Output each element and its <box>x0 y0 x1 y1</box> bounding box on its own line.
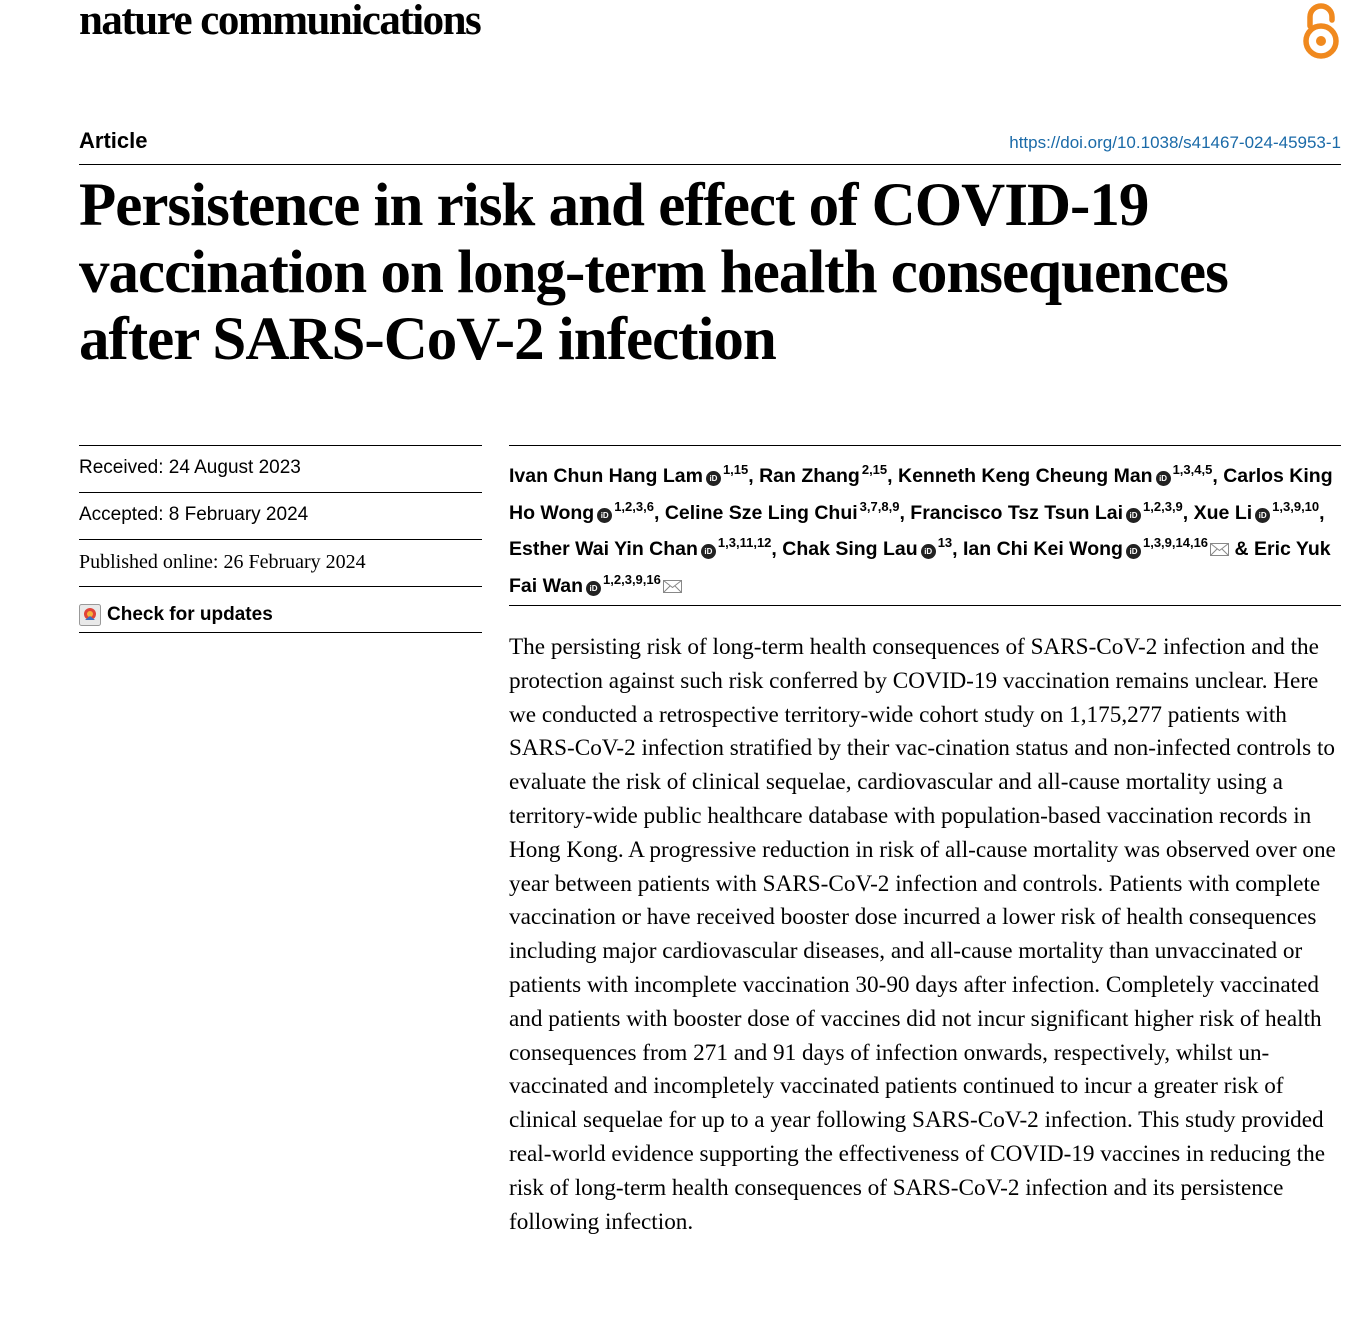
received-date: Received: 24 August 2023 <box>79 445 482 492</box>
author-name[interactable]: Ian Chi Kei Wong <box>963 538 1123 560</box>
author-affiliations: 1,3,11,12 <box>717 535 772 550</box>
author[interactable] <box>759 462 888 487</box>
author-affiliations: 1,15 <box>722 462 749 477</box>
author-name[interactable]: Carlos King Ho Wong <box>509 465 1333 524</box>
orcid-icon[interactable]: iD <box>1126 508 1141 523</box>
author[interactable] <box>910 498 1183 524</box>
open-access-icon <box>1297 0 1345 62</box>
author-name[interactable]: Ivan Chun Hang Lam <box>509 465 703 487</box>
orcid-icon[interactable]: iD <box>1156 471 1171 486</box>
authors-divider <box>509 605 1341 606</box>
abstract-text: The persisting risk of long-term health consequences of SARS-CoV-2 infection and the protection against such risk conferred by COVID-19 vaccination remains unclear. Here we conducted a retrospective territory-wide cohort study on 1,175,277 patients with SARS-CoV-2 infection stratified by their vac-cination status and non-infected controls to evaluate the risk of clinical sequelae, cardiovascular and all-cause mortality using a territory-wide public healthcare database with population-based vaccination records in Hong Kong. A progressive reduction in risk of all-cause mortality was observed over one year between patients with SARS-CoV-2 infection and controls. Patients with complete vaccination or have received booster dose incurred a lower risk of health consequences including major cardiovascular diseases, and all-cause mortality than unvaccinated or patients with incomplete vaccination 30-90 days after infection. Completely vaccinated and patients with booster dose of vaccines did not incur significant higher risk of health consequences from 271 and 91 days of infection onwards, respectively, whilst un-vaccinated and incompletely vaccinated patients continued to incur a greater risk of clinical sequelae for up to a year following SARS-CoV-2 infection. This study provided real-world evidence supporting the effectiveness of COVID-19 vaccines in reducing the risk of long-term health consequences of SARS-CoV-2 infection and its persistence following infection. <box>509 634 1336 1235</box>
author-affiliations: 1,2,3,6 <box>614 498 654 514</box>
author-separator: , <box>653 501 665 524</box>
author-separator: , <box>1212 465 1224 487</box>
author-affiliations: 1,2,3,9 <box>1143 498 1183 514</box>
header-divider <box>79 164 1341 165</box>
author-list <box>509 445 1341 601</box>
author-name[interactable]: Esther Wai Yin Chan <box>509 538 698 560</box>
author-separator: , <box>771 538 783 560</box>
author[interactable] <box>782 535 953 560</box>
check-updates-label: Check for updates <box>107 604 273 625</box>
author-separator: , <box>748 465 760 487</box>
orcid-icon[interactable]: iD <box>701 544 716 559</box>
author[interactable] <box>963 535 1229 560</box>
article-title: Persistence in risk and effect of COVID-19 vaccination on long-term health consequences after SARS-CoV-2 infection <box>79 172 1228 373</box>
email-icon[interactable] <box>663 572 682 585</box>
doi-link[interactable]: https://doi.org/10.1038/s41467-024-45953-1 <box>1009 133 1341 152</box>
article-type-label: Article <box>79 128 148 153</box>
orcid-icon[interactable]: iD <box>921 544 936 559</box>
author-affiliations: 1,3,4,5 <box>1172 462 1213 477</box>
author-separator: & <box>1229 538 1254 560</box>
author[interactable] <box>898 462 1213 487</box>
author[interactable] <box>1193 498 1320 524</box>
author-name[interactable]: Ran Zhang <box>759 465 860 487</box>
author-name[interactable]: Francisco Tsz Tsun Lai <box>910 501 1124 524</box>
check-updates-icon <box>79 604 101 626</box>
author-separator: , <box>1319 501 1325 524</box>
journal-name[interactable]: nature communications <box>79 0 481 44</box>
author-separator: , <box>1182 501 1194 524</box>
orcid-icon[interactable]: iD <box>586 581 601 596</box>
author-affiliations: 1,3,9,10 <box>1272 498 1320 514</box>
author-affiliations: 3,7,8,9 <box>859 498 900 514</box>
author-affiliations: 1,3,9,14,16 <box>1142 535 1209 550</box>
accepted-date: Accepted: 8 February 2024 <box>79 492 482 539</box>
article-dates-panel <box>79 445 482 633</box>
author-separator: , <box>952 538 963 560</box>
author-name[interactable]: Eric Yuk Fai Wan <box>509 538 1331 597</box>
author[interactable] <box>509 535 772 560</box>
author-name[interactable]: Kenneth Keng Cheung Man <box>898 465 1153 487</box>
published-date: Published online: 26 February 2024 <box>79 539 482 586</box>
author-name[interactable]: Xue Li <box>1193 501 1253 524</box>
author-name[interactable]: Celine Sze Ling Chui <box>664 501 858 524</box>
orcid-icon[interactable]: iD <box>706 471 721 486</box>
orcid-icon[interactable]: iD <box>1255 508 1270 523</box>
orcid-icon[interactable]: iD <box>597 508 612 523</box>
author-separator: , <box>887 465 898 487</box>
author-affiliations: 13 <box>937 535 953 550</box>
author-affiliations: 1,2,3,9,16 <box>603 571 661 587</box>
email-icon[interactable] <box>1210 535 1229 548</box>
author-affiliations: 2,15 <box>861 462 888 477</box>
orcid-icon[interactable]: iD <box>1126 544 1141 559</box>
check-for-updates-button[interactable] <box>79 586 482 633</box>
author[interactable] <box>664 498 900 524</box>
author[interactable] <box>509 462 749 487</box>
author-name[interactable]: Chak Sing Lau <box>782 538 918 560</box>
author-separator: , <box>899 501 911 524</box>
